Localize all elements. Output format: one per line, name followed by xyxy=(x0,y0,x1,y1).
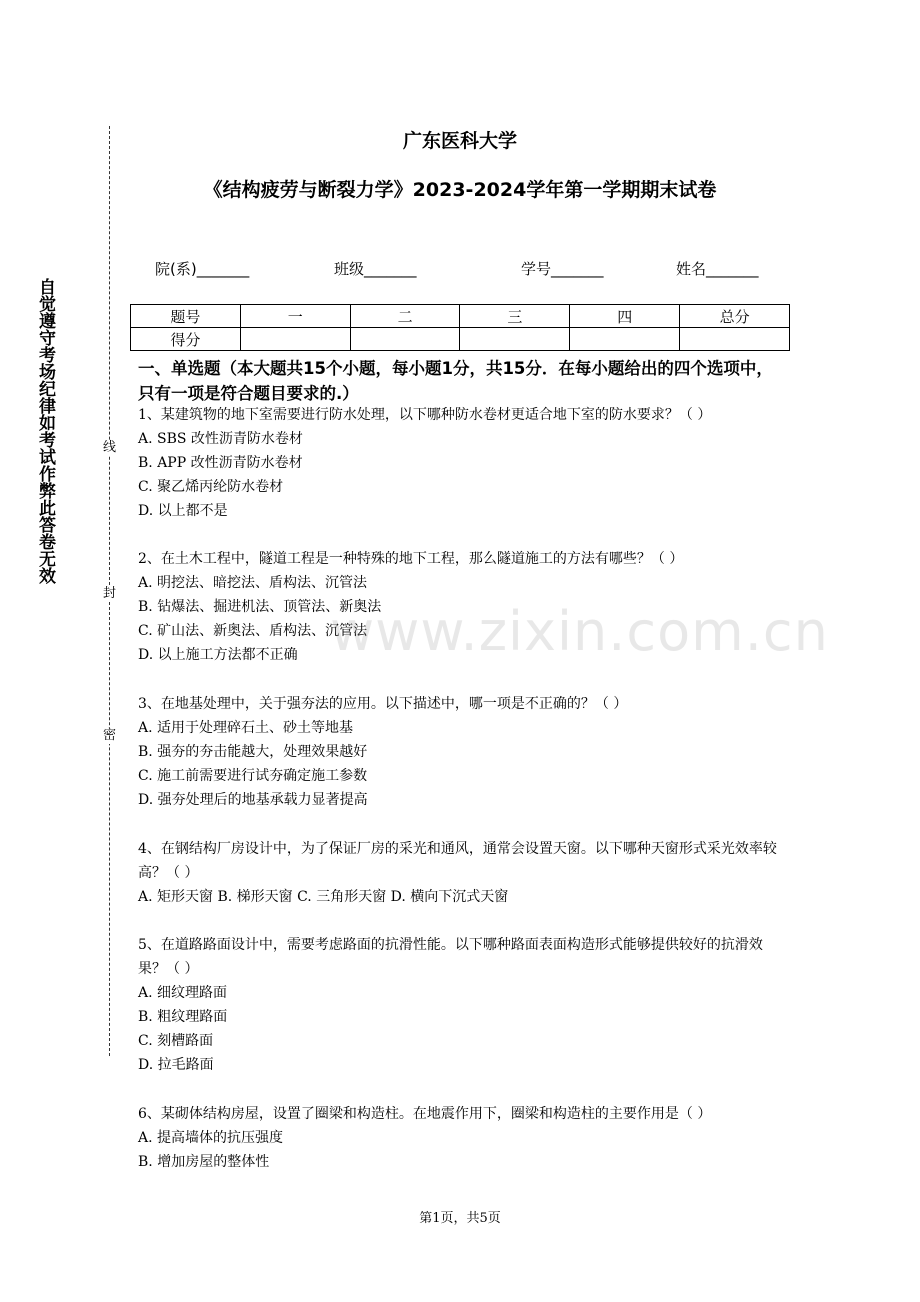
score-cell-empty[interactable] xyxy=(350,328,460,351)
question-option: A. 细纹理路面 xyxy=(138,985,228,1001)
school-name: 广东医科大学 xyxy=(402,130,517,152)
question-option: B. 钻爆法、掘进机法、顶管法、新奥法 xyxy=(138,599,382,615)
exam-title: 《结构疲劳与断裂力学》2023-2024学年第一学期期末试卷 xyxy=(203,179,717,201)
question-stem: 4、在钢结构厂房设计中，为了保证厂房的采光和通风，通常会设置天窗。以下哪种天窗形式采光效率较高？（ ） xyxy=(138,841,777,881)
score-table xyxy=(130,304,790,351)
score-cell: 三 xyxy=(460,305,570,328)
score-cell: 二 xyxy=(350,305,460,328)
info-class: 班级_______ xyxy=(334,260,417,278)
page-footer: 第1页，共5页 xyxy=(419,1211,501,1226)
question-option: C. 矿山法、新奥法、盾构法、沉管法 xyxy=(138,623,368,639)
seal-char-mi: 密 xyxy=(103,728,117,743)
question-4 xyxy=(138,837,788,909)
question-option: A. 提高墙体的抗压强度 xyxy=(138,1130,284,1146)
score-cell-empty[interactable] xyxy=(240,328,350,351)
score-cell: 总分 xyxy=(680,305,790,328)
score-cell: 题号 xyxy=(131,305,241,328)
score-cell-empty[interactable] xyxy=(460,328,570,351)
question-option: D. 拉毛路面 xyxy=(138,1057,214,1073)
question-option: B. 粗纹理路面 xyxy=(138,1009,228,1025)
score-cell: 一 xyxy=(240,305,350,328)
question-option: D. 以上施工方法都不正确 xyxy=(138,647,298,663)
watermark: www.zixin.com.cn xyxy=(330,600,829,663)
score-table-score-row xyxy=(131,328,790,351)
seal-char-feng: 封 xyxy=(103,586,117,601)
question-option: A. 明挖法、暗挖法、盾构法、沉管法 xyxy=(138,575,368,591)
score-cell-label: 得分 xyxy=(131,328,241,351)
question-1 xyxy=(138,403,788,523)
question-stem: 6、某砌体结构房屋，设置了圈梁和构造柱。在地震作用下，圈梁和构造柱的主要作用是（ ） xyxy=(138,1106,712,1122)
score-cell-empty[interactable] xyxy=(570,328,680,351)
question-stem: 5、在道路路面设计中，需要考虑路面的抗滑性能。以下哪种路面表面构造形式能够提供较好的抗滑效果？（ ） xyxy=(138,937,763,977)
question-6 xyxy=(138,1102,788,1174)
question-5 xyxy=(138,933,788,1077)
score-cell: 四 xyxy=(570,305,680,328)
info-name: 姓名_______ xyxy=(676,260,759,278)
question-option: C. 刻槽路面 xyxy=(138,1033,214,1049)
score-table-header-row xyxy=(131,305,790,328)
question-stem: 1、某建筑物的地下室需要进行防水处理，以下哪种防水卷材更适合地下室的防水要求？（ ） xyxy=(138,407,712,423)
exam-discipline-notice: 自觉遵守考场纪律如考试作弊此答卷无效 xyxy=(35,278,55,584)
question-option: A. SBS 改性沥青防水卷材 xyxy=(138,431,303,447)
question-stem: 3、在地基处理中，关于强夯法的应用。以下描述中，哪一项是不正确的？（ ） xyxy=(138,696,628,712)
seal-char-xian: 线 xyxy=(103,440,117,455)
section-title: 一、单选题（本大题共15个小题，每小题1分，共15分．在每小题给出的四个选项中，只有一项是符合题目要求的.） xyxy=(138,359,773,403)
question-option: B. APP 改性沥青防水卷材 xyxy=(138,455,303,471)
score-cell-empty[interactable] xyxy=(680,328,790,351)
info-department: 院(系)_______ xyxy=(155,260,250,278)
question-option: A. 矩形天窗 B. 梯形天窗 C. 三角形天窗 D. 横向下沉式天窗 xyxy=(138,889,509,905)
question-option: D. 强夯处理后的地基承载力显著提高 xyxy=(138,792,368,808)
info-student-id: 学号_______ xyxy=(521,260,604,278)
question-option: B. 强夯的夯击能越大，处理效果越好 xyxy=(138,744,368,760)
question-option: A. 适用于处理碎石土、砂土等地基 xyxy=(138,720,354,736)
question-option: B. 增加房屋的整体性 xyxy=(138,1154,270,1170)
question-stem: 2、在土木工程中，隧道工程是一种特殊的地下工程，那么隧道施工的方法有哪些？（ ） xyxy=(138,551,684,567)
question-3 xyxy=(138,692,788,812)
question-option: D. 以上都不是 xyxy=(138,503,228,519)
question-option: C. 聚乙烯丙纶防水卷材 xyxy=(138,479,284,495)
question-option: C. 施工前需要进行试夯确定施工参数 xyxy=(138,768,368,784)
